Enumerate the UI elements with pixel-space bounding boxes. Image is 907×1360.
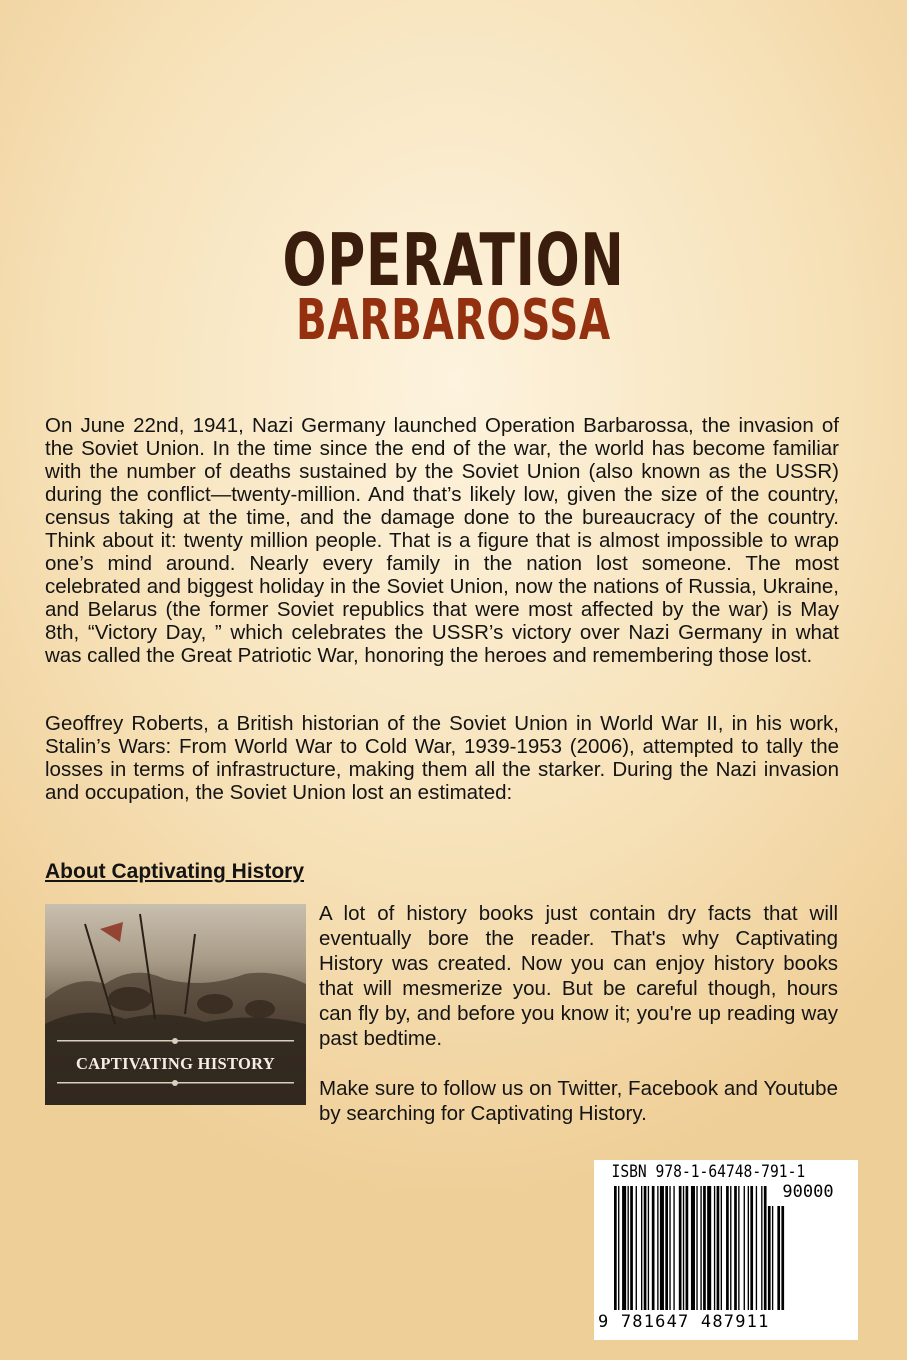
barcode-bar — [673, 1186, 674, 1310]
barcode-bar — [696, 1186, 697, 1310]
synopsis-paragraph-1: On June 22nd, 1941, Nazi Germany launched Operation Barbarossa, the invasion of the Soviet Union. In the time since the end of the war, the world has become familiar with the number of deaths sustained by the Soviet Union (also known as the USSR) during the conflict—twenty-million. And that’s likely low, given the size of the country, census taking at the time, and the damage done to the bureaucracy of the country. Think about it: twenty million people. That is a figure that is almost impossible to wrap one’s mind around. Nearly every family in the nation lost someone. The most celebrated and biggest holiday in the Soviet Union, now the nations of Russia, Ukraine, and Belarus (the former Soviet republics that were most affected by the war) is May 8th, “Victory Day, ” which celebrates the USSR’s victory over Nazi Germany in what was called the Great Patriotic War, honoring the heroes and remembering those lost. — [45, 414, 839, 667]
barcode-bar — [641, 1186, 642, 1310]
barcode-bar — [648, 1186, 649, 1310]
barcode-bar — [618, 1186, 619, 1310]
about-paragraph-1: A lot of history books just contain dry facts that will eventually bore the reader. That's why Captivating History was created. Now you can enjoy history books that will mesmerize you. But be careful though, hours can fly by, and before you know it; you're up reading way past bedtime. — [319, 902, 838, 1050]
barcode-bar — [734, 1186, 737, 1310]
barcode-bar — [644, 1186, 647, 1310]
barcode-bar — [665, 1186, 668, 1310]
isbn-barcode — [594, 1160, 858, 1340]
barcode-bar — [652, 1186, 655, 1310]
barcode-bar — [748, 1186, 749, 1310]
barcode-bar — [738, 1186, 739, 1310]
about-heading: About Captivating History — [45, 860, 305, 883]
barcode-bar — [657, 1186, 658, 1310]
captivating-history-logo — [45, 904, 306, 1105]
barcode-bar — [714, 1186, 715, 1310]
isbn-number: ISBN 978-1-64748-791-1 — [611, 1162, 806, 1182]
barcode-bar — [726, 1186, 729, 1310]
barcode-bar — [764, 1186, 767, 1310]
barcode-bar — [630, 1186, 633, 1310]
logo-wordmark: CAPTIVATING HISTORY — [75, 1054, 276, 1073]
synopsis-paragraph-2: Geoffrey Roberts, a British historian of the Soviet Union in World War II, in his work, Stalin’s Wars: From World War to Cold War, 1939-1953 (2006), attempted to tally the losses in terms of infrastructure, making them all the starker. During the Nazi invasion and occupation, the Soviet Union lost an estimated: — [45, 712, 839, 804]
barcode-bar — [777, 1206, 780, 1310]
barcode-bar — [686, 1186, 689, 1310]
barcode-bar — [679, 1186, 682, 1310]
barcode-bar — [660, 1186, 664, 1310]
barcode-bar — [669, 1186, 670, 1310]
book-title-line-2: BARBAROSSA — [296, 288, 611, 353]
book-title-line-1: OPERATION — [282, 218, 625, 302]
barcode-bar — [756, 1186, 757, 1310]
barcode-bar — [614, 1186, 617, 1310]
barcode-bar — [768, 1206, 771, 1310]
battle-scene-illustration — [45, 904, 306, 1105]
barcode-bar — [750, 1186, 753, 1310]
about-paragraph-2: Make sure to follow us on Twitter, Facebook and Youtube by searching for Captivating History. — [319, 1077, 838, 1125]
barcode-bar — [700, 1186, 701, 1310]
barcode-bar — [691, 1186, 695, 1310]
ean-digits: 9 781647 487911 — [598, 1312, 770, 1332]
price-code: 90000 — [782, 1182, 834, 1202]
barcode-bar — [707, 1186, 711, 1310]
barcode-bar — [744, 1186, 745, 1310]
barcode-bar — [781, 1206, 784, 1310]
barcode-bar — [761, 1186, 762, 1310]
barcode-bar — [636, 1186, 637, 1310]
barcode-bar — [703, 1186, 706, 1310]
barcode-bar — [717, 1186, 720, 1310]
barcode-bar — [622, 1186, 626, 1310]
barcode-bar — [683, 1186, 684, 1310]
barcode-bar — [721, 1186, 722, 1310]
barcode-bar — [772, 1206, 773, 1310]
barcode-bar — [730, 1186, 731, 1310]
barcode-bar — [628, 1186, 629, 1310]
